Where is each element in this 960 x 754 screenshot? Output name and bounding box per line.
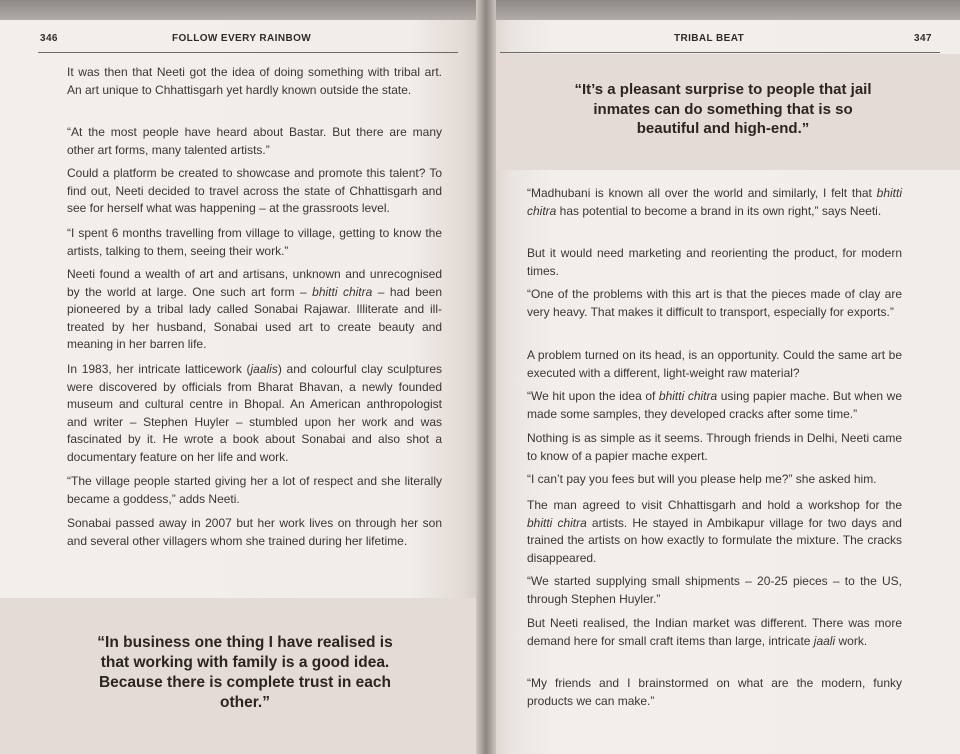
left-paragraph-8: Sonabai passed away in 2007 but her work lives on through her son and several other villagers whom she trained during her lifetime. [67, 516, 442, 548]
right-paragraph-3: “One of the problems with this art is that the pieces made of clay are very heavy. That makes it difficult to transport, especially for exports.” [527, 287, 902, 319]
right-running-head: TRIBAL BEAT [674, 33, 745, 44]
left-paragraph-3: Could a platform be created to showcase and promote this talent? To find out, Neeti decided to travel across the state of Chhattisgarh and see for herself what was happening – at the grassroots level. [67, 166, 442, 215]
left-pull-quote: “In business one thing I have realised is that working with family is a good idea. Because there is complete trust in each other.” [97, 634, 393, 711]
book-gutter [476, 0, 496, 754]
right-paragraph-11: “My friends and I brainstormed on what are the modern, funky products we can make.” [527, 676, 902, 708]
right-paragraph-6: Nothing is as simple as it seems. Through friends in Delhi, Neeti came to know of a papier mache expert. [527, 431, 902, 463]
right-paragraph-8: The man agreed to visit Chhattisgarh and hold a workshop for the bhitti chitra artists. He stayed in Ambikapur village for two days and trained the artists on how exactly to formulate the mixture. The cracks disappeared. [527, 498, 902, 565]
left-paragraph-5: Neeti found a wealth of art and artisans, unknown and unrecognised by the world at large. One such art form – bhitti chitra – had been pioneered by a tribal lady called Sonabai Rajawar. Illiterate and ill-treated by her husband, Sonabai used art to create beauty and meaning in her barren life. [67, 267, 443, 351]
right-paragraph-5: “We hit upon the idea of bhitti chitra using papier mache. But when we made some samples, they developed cracks after some time.” [527, 389, 903, 421]
right-paragraph-1: “Madhubani is known all over the world and similarly, I felt that bhitti chitra has potential to become a brand in its own right,” says Neeti. [527, 186, 902, 218]
right-page-number: 347 [914, 33, 932, 44]
left-header-rule [38, 52, 458, 53]
left-paragraph-6: In 1983, her intricate latticework (jaalis) and colourful clay sculptures were discovered by officials from Bharat Bhavan, a newly founded museum and cultural centre in Bhopal. An American anthropologist and writer – Stephen Huyler – stumbled upon her work and was fascinated by it. He wrote a book about Sonabai and also shot a documentary feature on her life and work. [67, 362, 442, 464]
right-paragraph-2: But it would need marketing and reorienting the product, for modern times. [527, 246, 902, 278]
right-paragraph-10: But Neeti realised, the Indian market was different. There was more demand here for small craft items than large, intricate jaali work. [527, 616, 902, 648]
right-header-rule [500, 52, 940, 53]
left-running-head: FOLLOW EVERY RAINBOW [172, 33, 312, 44]
right-paragraph-7: “I can’t pay you fees but will you please help me?” she asked him. [527, 472, 877, 486]
right-paragraph-9: “We started supplying small shipments – 20-25 pieces – to the US, through Stephen Huyler.” [527, 574, 902, 606]
left-paragraph-7: “The village people started giving her a lot of respect and she literally became a goddess,” adds Neeti. [67, 474, 442, 506]
left-paragraph-4: “I spent 6 months travelling from village to village, getting to know the artists, talking to them, seeing their work.” [67, 226, 442, 258]
left-paragraph-2: “At the most people have heard about Bastar. But there are many other art forms, many talented artists.” [67, 125, 442, 157]
right-pull-quote: “It’s a pleasant surprise to people that jail inmates can do something that is so beautiful and high-end.” [574, 81, 872, 137]
right-paragraph-4: A problem turned on its head, is an opportunity. Could the same art be executed with a different, light-weight raw material? [527, 348, 902, 380]
left-page-number: 346 [40, 33, 58, 44]
left-paragraph-1: It was then that Neeti got the idea of doing something with tribal art. An art unique to Chhattisgarh yet hardly known outside the state. [67, 65, 442, 97]
